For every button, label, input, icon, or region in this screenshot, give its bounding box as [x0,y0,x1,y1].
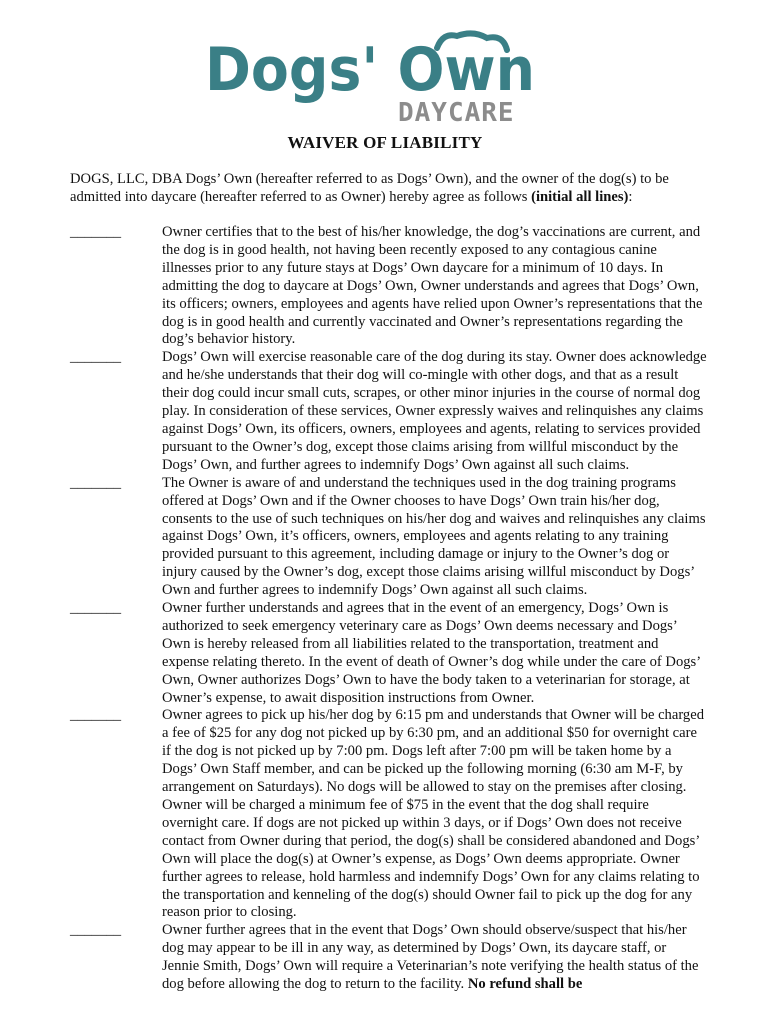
clause-4-text: Owner further understands and agrees that in the event of an emergency, Dogs’ Own is authorized to seek emergency veterinary care as Dogs’ Own deems necessary and Dogs’ Own is hereby released from all liabilities related to the transportation, treatment and expense relating thereto. In the event of death of Owner’s dog while under the care of Dogs’ Own, Owner authorizes Dogs’ Own to have the body taken to a veterinarian for storage, at Owner’s expense, to await disposition instructions from Owner. [162,600,701,706]
intro-bold-instruction: (initial all lines) [531,189,629,205]
initial-blank-5[interactable]: _______ [70,707,122,724]
clause-6-body: Owner further agrees that in the event that Dogs’ Own should observe/suspect that his/her dog may appear to be ill in any way, as determined by Dogs’ Own, its daycare staff, or Jennie Smith, Dogs’ Own will require a Veterinarian’s note verifying the health status of the dog before allowing the dog to return to the facility. [162,922,699,993]
clause-1-text: Owner certifies that to the best of his/her knowledge, the dog’s vaccinations are current, and the dog is in good health, not having been recently exposed to any contagious canine illnesses prior to any future stays at Dogs’ Own daycare for a minimum of 10 days. In admitting the dog to daycare at Dogs’ Own, Owner understands and agrees that Dogs’ Own, its officers; owners, employees and agents have relied upon Owner’s representations that the dog is in good health and currently vaccinated and Owner’s representations regarding the dog’s behavior history. [162,224,703,348]
clause-6-bold-tail: No refund shall be [467,976,583,993]
logo-subtitle: DAYCARE [398,98,515,126]
clause-2 [0,349,770,474]
initial-blank-2[interactable]: _______ [70,349,122,366]
clause-3-text: The Owner is aware of and understand the techniques used in the dog training programs offered at Dogs’ Own and if the Owner chooses to have Dogs’ Own train his/her dog, consents to the use of such techniques on his/her dog and waives and relinquishes any claims against Dogs’ Own, it’s officers, owners, employees and agents relating to any training provided pursuant to this agreement, including damage or injury to the Owner’s dog or injury caused by the Owner’s dog, except those claims arising willful misconduct by Dogs’ Own and further agrees to indemnify Dogs’ Own against all such claims. [162,474,706,599]
clause-4 [0,600,770,707]
clause-6-text [162,922,707,994]
clause-1 [0,224,770,349]
clause-3 [0,475,770,600]
clause-6 [0,922,770,994]
intro-paragraph [70,170,710,206]
initial-blank-3[interactable]: _______ [70,474,122,491]
initial-blank-1[interactable]: _______ [70,224,122,240]
intro-end: : [628,189,633,205]
logo-main-text: Dogs' Own [205,35,535,105]
clause-list [0,224,770,994]
clause-5 [0,707,770,922]
page-title: WAIVER OF LIABILITY [287,133,483,152]
initial-blank-6[interactable]: _______ [70,922,122,939]
intro-text: DOGS, LLC, DBA Dogs’ Own (hereafter referred to as Dogs’ Own), and the owner of the dog(s) to be admitted into daycare (hereafter referred to as Owner) hereby agree as follows [70,171,669,205]
clause-5-text: Owner agrees to pick up his/her dog by 6:15 pm and understands that Owner will be charged a fee of $25 for any dog not picked up by 6:30 pm, and an additional $50 for overnight care if the dog is not picked up by 7:00 pm. Dogs left after 7:00 pm will be taken home by a Dogs’ Own Staff member, and can be picked up the following morning (6:30 am M-F, by arrangement on Saturdays). No dogs will be allowed to stay on the premises after closing. Owner will be charged a minimum fee of $75 in the event that the dog shall require overnight care. If dogs are not picked up within 3 days, or if Dogs’ Own does not receive contact from Owner during that period, the dog(s) shall be considered abandoned and Dogs’ Own will place the dog(s) at Owner’s expense, as Dogs’ Own deems appropriate. Owner further agrees to release, hold harmless and indemnify Dogs’ Own for any claims relating to the transportation and kenneling of the dog(s) should Owner fail to pick up the dog for any reason prior to closing. [162,707,704,921]
clause-2-text: Dogs’ Own will exercise reasonable care of the dog during its stay. Owner does acknowledge and he/she understands that their dog will co-mingle with other dogs, and that as a result their dog could incur small cuts, scrapes, or other minor injuries in the course of normal dog play. In consideration of these services, Owner expressly waives and relinquishes any claims against Dogs’ Own, its officers, owners, employees and agents, relating to services provided pursuant to the Owner’s dog, except those claims arising from willful misconduct by the Dogs’ Own, and further agrees to indemnify Dogs’ Own against all such claims. [162,349,707,473]
dogs-own-logo [205,26,545,126]
initial-blank-4[interactable]: _______ [70,600,122,617]
